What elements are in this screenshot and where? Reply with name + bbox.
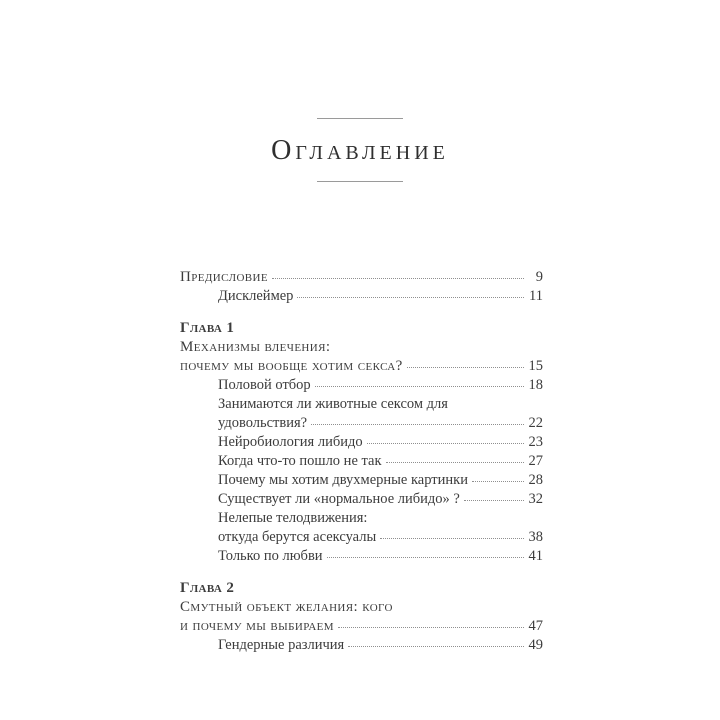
toc-page-number: 32 [528,491,543,507]
dotted-leader [407,367,524,368]
toc-row [180,490,543,509]
toc-entry-label: Половой отбор [218,377,311,393]
toc-entry-label: почему мы вообще хотим секса? [180,358,403,374]
toc-row [180,376,543,395]
toc-entry-label: откуда берутся асексуалы [218,529,377,545]
toc-entry-label: Почему мы хотим двухмерные картинки [218,472,468,488]
toc-entry-label: Гендерные различия [218,637,345,653]
toc-row [180,471,543,490]
dotted-leader [272,278,524,279]
toc-row [180,268,543,287]
toc-entry-label: Глава 1 [180,320,235,336]
toc-page-number: 22 [528,415,543,431]
toc-row [180,509,543,528]
toc-entry-label: Механизмы влечения: [180,339,331,355]
dotted-leader [472,481,524,482]
ornament-rule-top [317,118,403,119]
toc-chapter-heading [180,579,543,598]
toc-page-number: 18 [528,377,543,393]
toc-row [180,414,543,433]
dotted-leader [386,462,524,463]
toc-page-number: 38 [528,529,543,545]
dotted-leader [464,500,524,501]
toc-row [180,636,543,655]
toc-page-number: 27 [528,453,543,469]
toc-row [180,528,543,547]
toc-page-number: 28 [528,472,543,488]
toc-entry-label: Только по любви [218,548,323,564]
toc-entry-label: Смутный объект желания: кого [180,599,393,615]
toc-page-number: 23 [528,434,543,450]
toc-entry-label: и почему мы выбираем [180,618,334,634]
toc-entry-label: Когда что-то пошло не так [218,453,382,469]
title-block [0,0,720,182]
dotted-leader [367,443,524,444]
toc-page-number: 41 [528,548,543,564]
toc-row [180,433,543,452]
dotted-leader [297,297,524,298]
dotted-leader [348,646,524,647]
toc-row [180,617,543,636]
dotted-leader [315,386,524,387]
toc-entry-label: Нейробиология либидо [218,434,363,450]
toc-chapter-heading [180,319,543,338]
page-title: Оглавление [271,135,449,166]
toc-page-number: 11 [529,288,543,304]
toc-entry-label: Занимаются ли животные сексом для [218,396,448,412]
dotted-leader [380,538,524,539]
toc-page-number: 47 [528,618,543,634]
toc-entry-label: Предисловие [180,269,268,285]
toc-row [180,452,543,471]
dotted-leader [338,627,524,628]
dotted-leader [311,424,524,425]
toc-row [180,547,543,566]
toc-page-number: 9 [535,269,543,285]
toc-entry-label: Глава 2 [180,580,235,596]
toc-row [180,357,543,376]
toc-row [180,287,543,306]
toc-page-number: 15 [528,358,543,374]
toc-entry-label: Нелепые телодвижения: [218,510,368,526]
toc-entry-label: удовольствия? [218,415,308,431]
ornament-rule-bottom [317,181,403,182]
toc-list [180,268,543,655]
toc-entry-label: Дисклеймер [218,288,294,304]
toc-row [180,338,543,357]
toc-page-number: 49 [528,637,543,653]
toc-row [180,598,543,617]
toc-entry-label: Существует ли «нормальное либидо» ? [218,491,460,507]
dotted-leader [327,557,524,558]
toc-row [180,395,543,414]
